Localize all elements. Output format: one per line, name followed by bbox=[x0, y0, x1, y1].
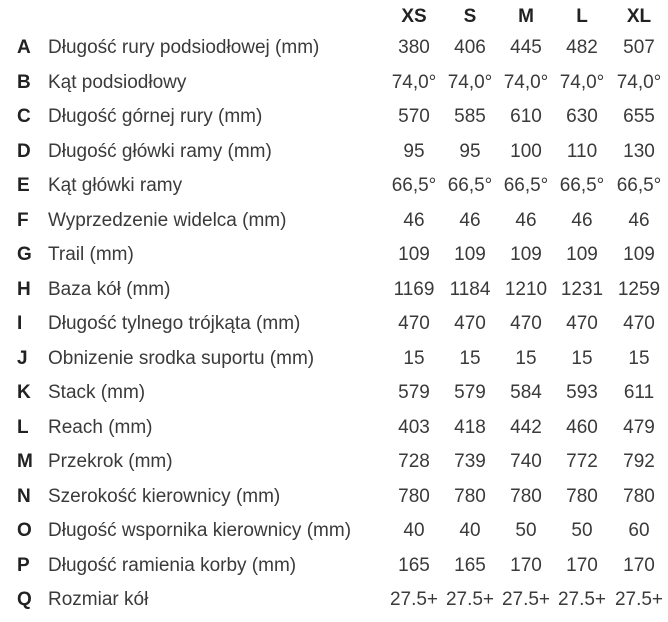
table-cell: 418 bbox=[454, 416, 486, 438]
table-cell: 165 bbox=[398, 554, 430, 576]
table-cell: 739 bbox=[454, 451, 486, 472]
table-cell: 74,0° bbox=[503, 71, 549, 93]
row-label: Baza kół (mm) bbox=[48, 278, 171, 300]
table-cell: 780 bbox=[623, 485, 655, 507]
table-cell: 15 bbox=[459, 347, 481, 369]
table-cell: 27.5+ bbox=[501, 589, 551, 610]
table-cell: 66,5° bbox=[616, 175, 662, 196]
table-cell: 772 bbox=[566, 451, 598, 472]
row-label: Długość ramienia korby (mm) bbox=[48, 554, 297, 576]
row-letter: C bbox=[17, 106, 31, 127]
table-row bbox=[0, 585, 668, 615]
row-label: Kąt główki ramy bbox=[48, 175, 183, 196]
table-cell: 40 bbox=[459, 520, 481, 541]
table-cell: 27.5+ bbox=[445, 589, 495, 610]
table-row bbox=[0, 482, 668, 512]
row-letter: J bbox=[17, 347, 28, 369]
table-cell: 1210 bbox=[504, 278, 548, 300]
table-row bbox=[0, 33, 668, 63]
table-cell: 130 bbox=[623, 140, 655, 162]
table-cell: 380 bbox=[398, 37, 430, 58]
table-cell: 470 bbox=[398, 313, 430, 334]
table-cell: 792 bbox=[623, 451, 655, 472]
table-cell: 570 bbox=[398, 106, 430, 127]
table-cell: 611 bbox=[623, 382, 655, 403]
row-letter: D bbox=[17, 140, 31, 162]
size-header-row bbox=[0, 4, 668, 30]
table-row bbox=[0, 378, 668, 408]
row-label: Stack (mm) bbox=[48, 382, 146, 403]
table-row bbox=[0, 413, 668, 443]
table-cell: 1169 bbox=[393, 278, 435, 300]
table-cell: 66,5° bbox=[447, 175, 493, 196]
table-cell: 109 bbox=[566, 244, 598, 265]
table-cell: 95 bbox=[459, 140, 481, 162]
table-cell: 585 bbox=[454, 106, 486, 127]
row-letter: Q bbox=[17, 589, 32, 610]
table-cell: 655 bbox=[623, 106, 655, 127]
table-cell: 15 bbox=[628, 347, 650, 369]
table-cell: 1231 bbox=[560, 278, 604, 300]
row-letter: G bbox=[17, 244, 32, 265]
table-row bbox=[0, 171, 668, 201]
row-label: Reach (mm) bbox=[48, 416, 153, 438]
table-cell: 50 bbox=[571, 520, 593, 541]
table-cell: 442 bbox=[510, 416, 542, 438]
row-letter: H bbox=[17, 278, 31, 300]
table-cell: 74,0° bbox=[559, 71, 605, 93]
table-cell: 780 bbox=[454, 485, 486, 507]
table-cell: 610 bbox=[510, 106, 542, 127]
table-cell: 740 bbox=[510, 451, 542, 472]
table-row bbox=[0, 137, 668, 167]
row-label: Długość główki ramy (mm) bbox=[48, 140, 272, 162]
table-cell: 165 bbox=[454, 554, 486, 576]
table-cell: 470 bbox=[454, 313, 486, 334]
table-cell: 66,5° bbox=[559, 175, 605, 196]
table-cell: 460 bbox=[566, 416, 598, 438]
table-cell: 470 bbox=[566, 313, 598, 334]
table-cell: 780 bbox=[398, 485, 430, 507]
table-cell: 479 bbox=[623, 416, 655, 438]
table-cell: 728 bbox=[398, 451, 430, 472]
table-cell: 66,5° bbox=[503, 175, 549, 196]
row-label: Przekrok (mm) bbox=[48, 451, 173, 472]
table-cell: 66,5° bbox=[391, 175, 437, 196]
row-letter: F bbox=[17, 209, 29, 231]
table-cell: 46 bbox=[628, 209, 650, 231]
row-letter: L bbox=[17, 416, 29, 438]
table-cell: 46 bbox=[459, 209, 481, 231]
table-cell: 109 bbox=[510, 244, 542, 265]
table-row bbox=[0, 68, 668, 98]
table-row bbox=[0, 309, 668, 339]
table-cell: 15 bbox=[571, 347, 593, 369]
table-cell: 46 bbox=[403, 209, 425, 231]
table-cell: 584 bbox=[510, 382, 542, 403]
table-cell: 74,0° bbox=[391, 71, 437, 93]
row-label: Trail (mm) bbox=[48, 244, 134, 265]
row-label: Długość górnej rury (mm) bbox=[48, 106, 263, 127]
table-cell: 109 bbox=[623, 244, 655, 265]
row-letter: I bbox=[17, 313, 23, 334]
table-cell: 780 bbox=[510, 485, 542, 507]
size-header-xl: XL bbox=[626, 6, 652, 27]
table-cell: 780 bbox=[566, 485, 598, 507]
row-label: Długość rury podsiodłowej (mm) bbox=[48, 37, 320, 58]
row-letter: A bbox=[17, 37, 31, 58]
table-cell: 1259 bbox=[617, 278, 661, 300]
table-cell: 470 bbox=[510, 313, 542, 334]
table-cell: 406 bbox=[454, 37, 486, 58]
table-cell: 482 bbox=[566, 37, 598, 58]
row-letter: O bbox=[17, 520, 32, 541]
table-cell: 100 bbox=[510, 140, 542, 162]
size-header-s: S bbox=[463, 6, 477, 27]
row-letter: M bbox=[17, 451, 33, 472]
table-cell: 579 bbox=[454, 382, 486, 403]
row-label: Obnizenie srodka suportu (mm) bbox=[48, 347, 315, 369]
row-label: Szerokość kierownicy (mm) bbox=[48, 485, 281, 507]
table-cell: 15 bbox=[403, 347, 425, 369]
table-cell: 445 bbox=[510, 37, 542, 58]
table-cell: 170 bbox=[510, 554, 542, 576]
row-label: Kąt podsiodłowy bbox=[48, 71, 187, 93]
table-cell: 46 bbox=[515, 209, 537, 231]
table-cell: 403 bbox=[398, 416, 430, 438]
table-cell: 60 bbox=[628, 520, 650, 541]
table-cell: 579 bbox=[398, 382, 430, 403]
table-cell: 27.5+ bbox=[557, 589, 607, 610]
row-letter: N bbox=[17, 485, 31, 507]
row-letter: E bbox=[17, 175, 30, 196]
row-label: Długość wspornika kierownicy (mm) bbox=[48, 520, 352, 541]
table-cell: 95 bbox=[403, 140, 425, 162]
table-cell: 593 bbox=[566, 382, 598, 403]
row-label: Długość tylnego trójkąta (mm) bbox=[48, 313, 301, 334]
table-cell: 170 bbox=[623, 554, 655, 576]
size-header-l: L bbox=[576, 6, 588, 27]
table-cell: 109 bbox=[398, 244, 430, 265]
table-row bbox=[0, 102, 668, 132]
table-cell: 27.5+ bbox=[389, 589, 439, 610]
table-cell: 470 bbox=[623, 313, 655, 334]
row-label: Rozmiar kół bbox=[48, 589, 149, 610]
size-header-xs: XS bbox=[401, 6, 427, 27]
table-row bbox=[0, 275, 668, 305]
table-cell: 170 bbox=[566, 554, 598, 576]
table-row bbox=[0, 344, 668, 374]
table-cell: 1184 bbox=[449, 278, 491, 300]
row-letter: K bbox=[17, 382, 31, 403]
table-cell: 15 bbox=[515, 347, 537, 369]
table-row bbox=[0, 206, 668, 236]
table-cell: 40 bbox=[403, 520, 425, 541]
table-row bbox=[0, 516, 668, 546]
table-cell: 109 bbox=[454, 244, 486, 265]
row-letter: B bbox=[17, 71, 31, 93]
row-label: Wyprzedzenie widelca (mm) bbox=[48, 209, 287, 231]
row-letter: P bbox=[17, 554, 30, 576]
table-cell: 74,0° bbox=[616, 71, 662, 93]
table-cell: 507 bbox=[623, 37, 655, 58]
table-row bbox=[0, 551, 668, 581]
table-cell: 50 bbox=[515, 520, 537, 541]
table-cell: 46 bbox=[571, 209, 593, 231]
size-header-m: M bbox=[518, 6, 534, 27]
table-cell: 27.5+ bbox=[614, 589, 664, 610]
table-cell: 110 bbox=[566, 140, 598, 162]
table-cell: 74,0° bbox=[447, 71, 493, 93]
table-row bbox=[0, 447, 668, 477]
table-cell: 630 bbox=[566, 106, 598, 127]
table-row bbox=[0, 240, 668, 270]
